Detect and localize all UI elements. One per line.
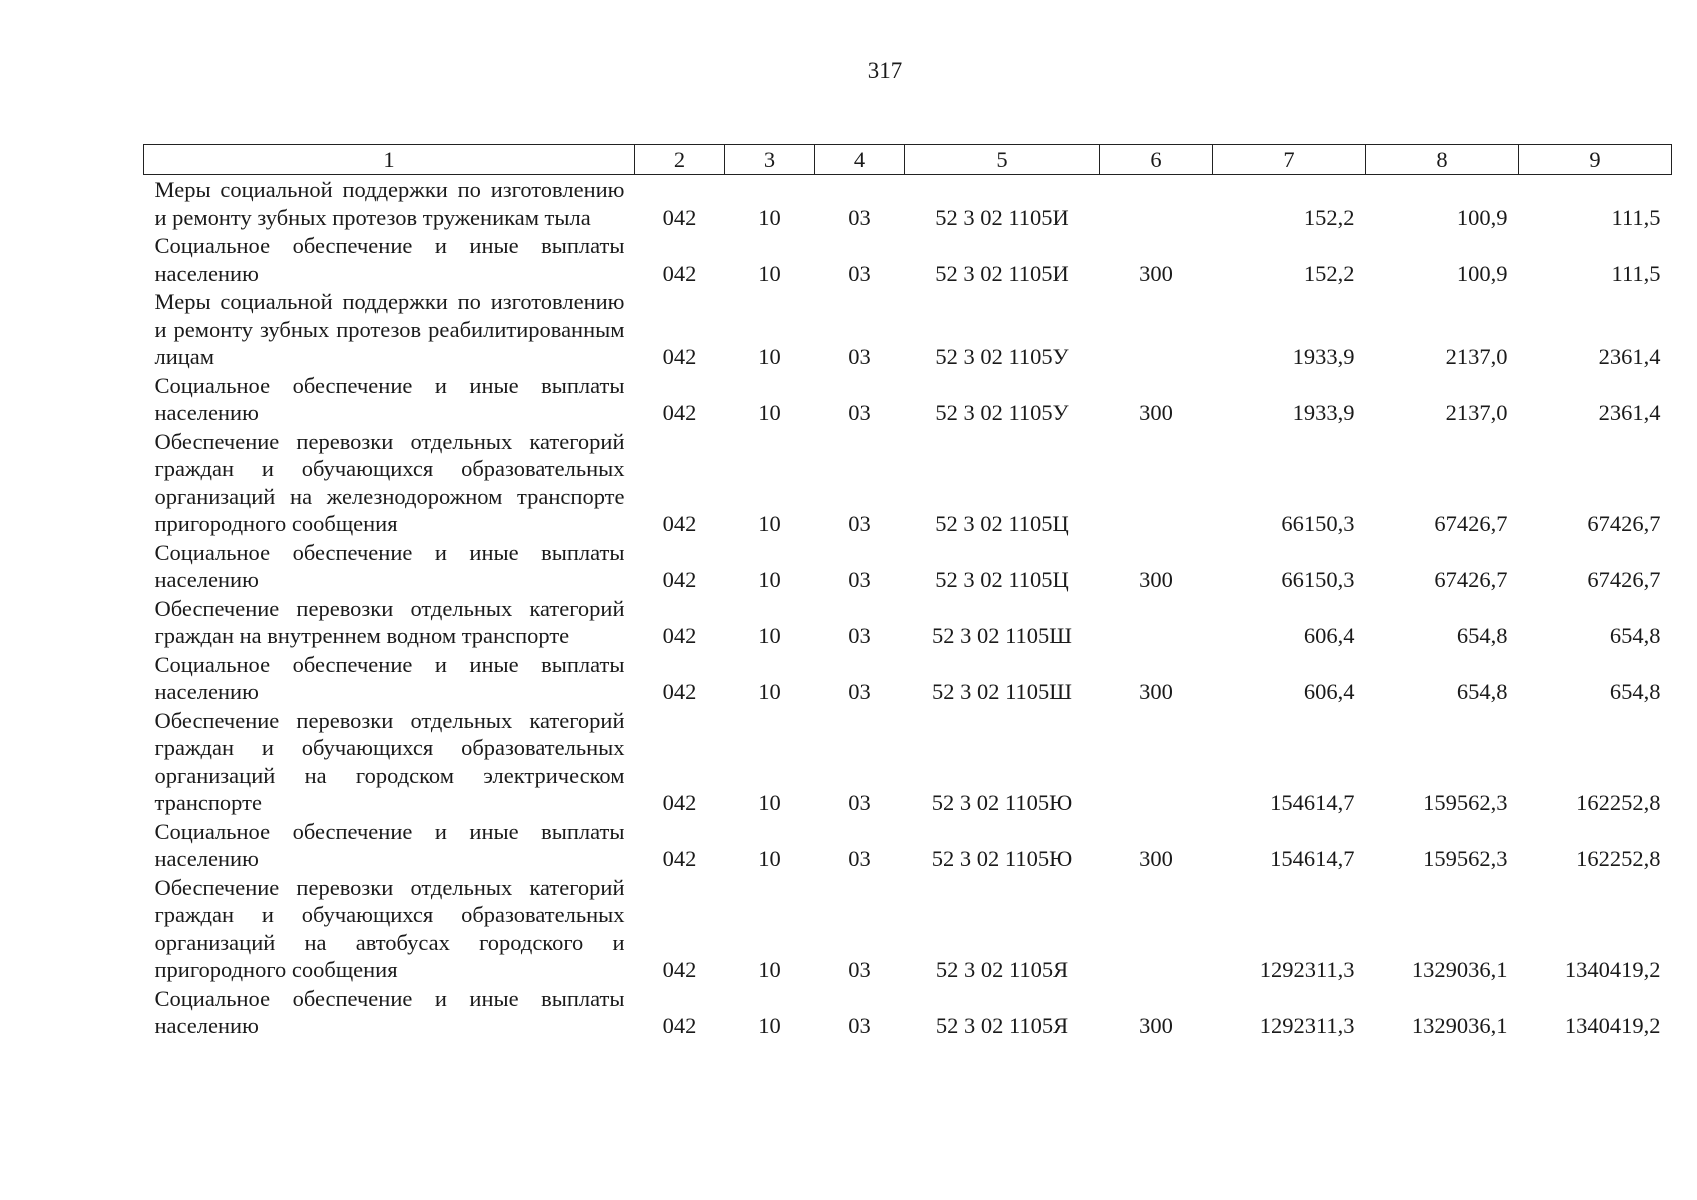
section-cell: 10	[758, 400, 781, 425]
section-cell: 10	[758, 957, 781, 982]
amount-col7-cell: 606,4	[1303, 679, 1355, 704]
amount-col8-cell: 2137,0	[1445, 400, 1508, 425]
admin-code-cell: 042	[662, 260, 697, 286]
admin-code-cell: 042	[662, 567, 697, 592]
subsection-cell: 03	[848, 260, 871, 286]
target-article-cell: 52 3 02 1105У	[935, 344, 1069, 369]
amount-col7-cell: 66150,3	[1281, 511, 1355, 536]
expense-type-cell: 300	[1139, 567, 1173, 592]
amount-col9-cell: 111,5	[1611, 260, 1661, 286]
column-header-4: 4	[815, 145, 905, 175]
row-name-cell: Социальное обеспечение и иные выплаты населению	[154, 233, 625, 286]
amount-col8-cell: 67426,7	[1434, 567, 1508, 592]
target-article-cell: 52 3 02 1105У	[935, 400, 1069, 425]
row-name-cell: Социальное обеспечение и иные выплаты населению	[154, 372, 625, 425]
amount-col9-cell: 111,5	[1611, 204, 1661, 230]
admin-code-cell: 042	[662, 623, 697, 648]
row-name-cell: Социальное обеспечение и иные выплаты населению	[154, 818, 625, 871]
table-row	[144, 873, 1672, 984]
row-name-cell: Обеспечение перевозки отдельных категорий граждан и обучающихся образовательных организаций на железнодорожном транспорте пригородного сообщения	[154, 428, 625, 536]
section-cell: 10	[758, 623, 781, 648]
amount-col9-cell: 2361,4	[1598, 344, 1661, 369]
subsection-cell: 03	[848, 1013, 871, 1038]
amount-col9-cell: 1340419,2	[1564, 1013, 1661, 1038]
subsection-cell: 03	[848, 957, 871, 982]
amount-col7-cell: 606,4	[1303, 623, 1355, 648]
admin-code-cell: 042	[662, 957, 697, 982]
expense-type-cell	[1100, 427, 1213, 538]
admin-code-cell: 042	[662, 846, 697, 871]
expense-type-cell	[1100, 594, 1213, 650]
section-cell: 10	[758, 511, 781, 536]
section-cell: 10	[758, 679, 781, 704]
section-cell: 10	[758, 204, 781, 230]
table-row	[144, 594, 1672, 650]
row-name-cell: Меры социальной поддержки по изготовлению и ремонту зубных протезов труженикам тыла	[154, 177, 625, 230]
amount-col8-cell: 1329036,1	[1411, 1013, 1508, 1038]
subsection-cell: 03	[848, 567, 871, 592]
amount-col7-cell: 152,2	[1303, 204, 1355, 230]
expense-type-cell	[1100, 287, 1213, 371]
column-header-1: 1	[144, 145, 635, 175]
table-row	[144, 650, 1672, 706]
subsection-cell: 03	[848, 344, 871, 369]
section-cell: 10	[758, 1013, 781, 1038]
subsection-cell: 03	[848, 790, 871, 815]
subsection-cell: 03	[848, 623, 871, 648]
amount-col9-cell: 162252,8	[1576, 790, 1661, 815]
amount-col7-cell: 1292311,3	[1259, 957, 1355, 982]
admin-code-cell: 042	[662, 511, 697, 536]
expense-type-cell: 300	[1139, 1013, 1173, 1038]
subsection-cell: 03	[848, 204, 871, 230]
section-cell: 10	[758, 260, 781, 286]
target-article-cell: 52 3 02 1105Ш	[932, 679, 1072, 704]
amount-col9-cell: 1340419,2	[1564, 957, 1661, 982]
table-row	[144, 287, 1672, 371]
section-cell: 10	[758, 790, 781, 815]
table-row	[144, 817, 1672, 873]
expense-type-cell: 300	[1139, 400, 1173, 425]
amount-col9-cell: 162252,8	[1576, 846, 1661, 871]
admin-code-cell: 042	[662, 790, 697, 815]
amount-col7-cell: 66150,3	[1281, 567, 1355, 592]
row-name-cell: Социальное обеспечение и иные выплаты населению	[154, 651, 625, 704]
section-cell: 10	[758, 344, 781, 369]
column-header-3: 3	[725, 145, 815, 175]
admin-code-cell: 042	[662, 344, 697, 369]
amount-col9-cell: 654,8	[1609, 623, 1661, 648]
expense-type-cell: 300	[1139, 679, 1173, 704]
amount-col7-cell: 1933,9	[1292, 344, 1355, 369]
table-row	[144, 175, 1672, 232]
amount-col8-cell: 100,9	[1456, 204, 1508, 230]
column-header-2: 2	[635, 145, 725, 175]
table-body	[144, 175, 1672, 1040]
row-name-cell: Обеспечение перевозки отдельных категорий граждан на внутреннем водном транспорте	[154, 595, 625, 648]
admin-code-cell: 042	[662, 204, 697, 230]
column-header-6: 6	[1100, 145, 1213, 175]
column-header-8: 8	[1366, 145, 1519, 175]
header-row	[144, 145, 1672, 175]
target-article-cell: 52 3 02 1105Я	[935, 1013, 1069, 1038]
target-article-cell: 52 3 02 1105Ц	[935, 511, 1069, 536]
table-row	[144, 538, 1672, 594]
expense-type-cell: 300	[1139, 260, 1173, 286]
amount-col7-cell: 154614,7	[1270, 790, 1355, 815]
column-header-9: 9	[1519, 145, 1672, 175]
row-name-cell: Меры социальной поддержки по изготовлению и ремонту зубных протезов реабилитированным лицам	[154, 289, 625, 369]
column-header-7: 7	[1213, 145, 1366, 175]
budget-table	[143, 144, 1672, 1040]
amount-col8-cell: 159562,3	[1423, 846, 1508, 871]
page-number: 317	[867, 58, 903, 83]
admin-code-cell: 042	[662, 1013, 697, 1038]
expense-type-cell	[1100, 706, 1213, 817]
expense-type-cell	[1100, 873, 1213, 984]
table-row	[144, 706, 1672, 817]
target-article-cell: 52 3 02 1105Ю	[931, 790, 1073, 815]
amount-col8-cell: 67426,7	[1434, 511, 1508, 536]
section-cell: 10	[758, 846, 781, 871]
amount-col9-cell: 67426,7	[1587, 567, 1661, 592]
target-article-cell: 52 3 02 1105Ш	[932, 623, 1072, 648]
subsection-cell: 03	[848, 679, 871, 704]
amount-col8-cell: 2137,0	[1445, 344, 1508, 369]
amount-col9-cell: 654,8	[1609, 679, 1661, 704]
amount-col7-cell: 152,2	[1303, 260, 1355, 286]
amount-col8-cell: 100,9	[1456, 260, 1508, 286]
row-name-cell: Обеспечение перевозки отдельных категорий граждан и обучающихся образовательных организаций на автобусах городского и пригородного сообщения	[154, 874, 625, 982]
target-article-cell: 52 3 02 1105И	[935, 260, 1069, 286]
amount-col9-cell: 67426,7	[1587, 511, 1661, 536]
amount-col9-cell: 2361,4	[1598, 400, 1661, 425]
row-name-cell: Социальное обеспечение и иные выплаты населению	[154, 985, 625, 1038]
amount-col7-cell: 154614,7	[1270, 846, 1355, 871]
subsection-cell: 03	[848, 400, 871, 425]
subsection-cell: 03	[848, 846, 871, 871]
amount-col8-cell: 159562,3	[1423, 790, 1508, 815]
table-row	[144, 427, 1672, 538]
section-cell: 10	[758, 567, 781, 592]
table-row	[144, 231, 1672, 287]
table-row	[144, 371, 1672, 427]
target-article-cell: 52 3 02 1105Я	[935, 957, 1069, 982]
amount-col8-cell: 1329036,1	[1411, 957, 1508, 982]
expense-type-cell: 300	[1139, 846, 1173, 871]
expense-type-cell	[1100, 175, 1213, 232]
subsection-cell: 03	[848, 511, 871, 536]
amount-col8-cell: 654,8	[1456, 679, 1508, 704]
target-article-cell: 52 3 02 1105Ц	[935, 567, 1069, 592]
target-article-cell: 52 3 02 1105И	[935, 204, 1069, 230]
amount-col7-cell: 1292311,3	[1259, 1013, 1355, 1038]
target-article-cell: 52 3 02 1105Ю	[931, 846, 1073, 871]
admin-code-cell: 042	[662, 400, 697, 425]
admin-code-cell: 042	[662, 679, 697, 704]
row-name-cell: Обеспечение перевозки отдельных категорий граждан и обучающихся образовательных организаций на городском электрическом транспорте	[154, 707, 625, 815]
row-name-cell: Социальное обеспечение и иные выплаты населению	[154, 539, 625, 592]
column-header-5: 5	[905, 145, 1100, 175]
amount-col8-cell: 654,8	[1456, 623, 1508, 648]
amount-col7-cell: 1933,9	[1292, 400, 1355, 425]
table-row	[144, 984, 1672, 1040]
